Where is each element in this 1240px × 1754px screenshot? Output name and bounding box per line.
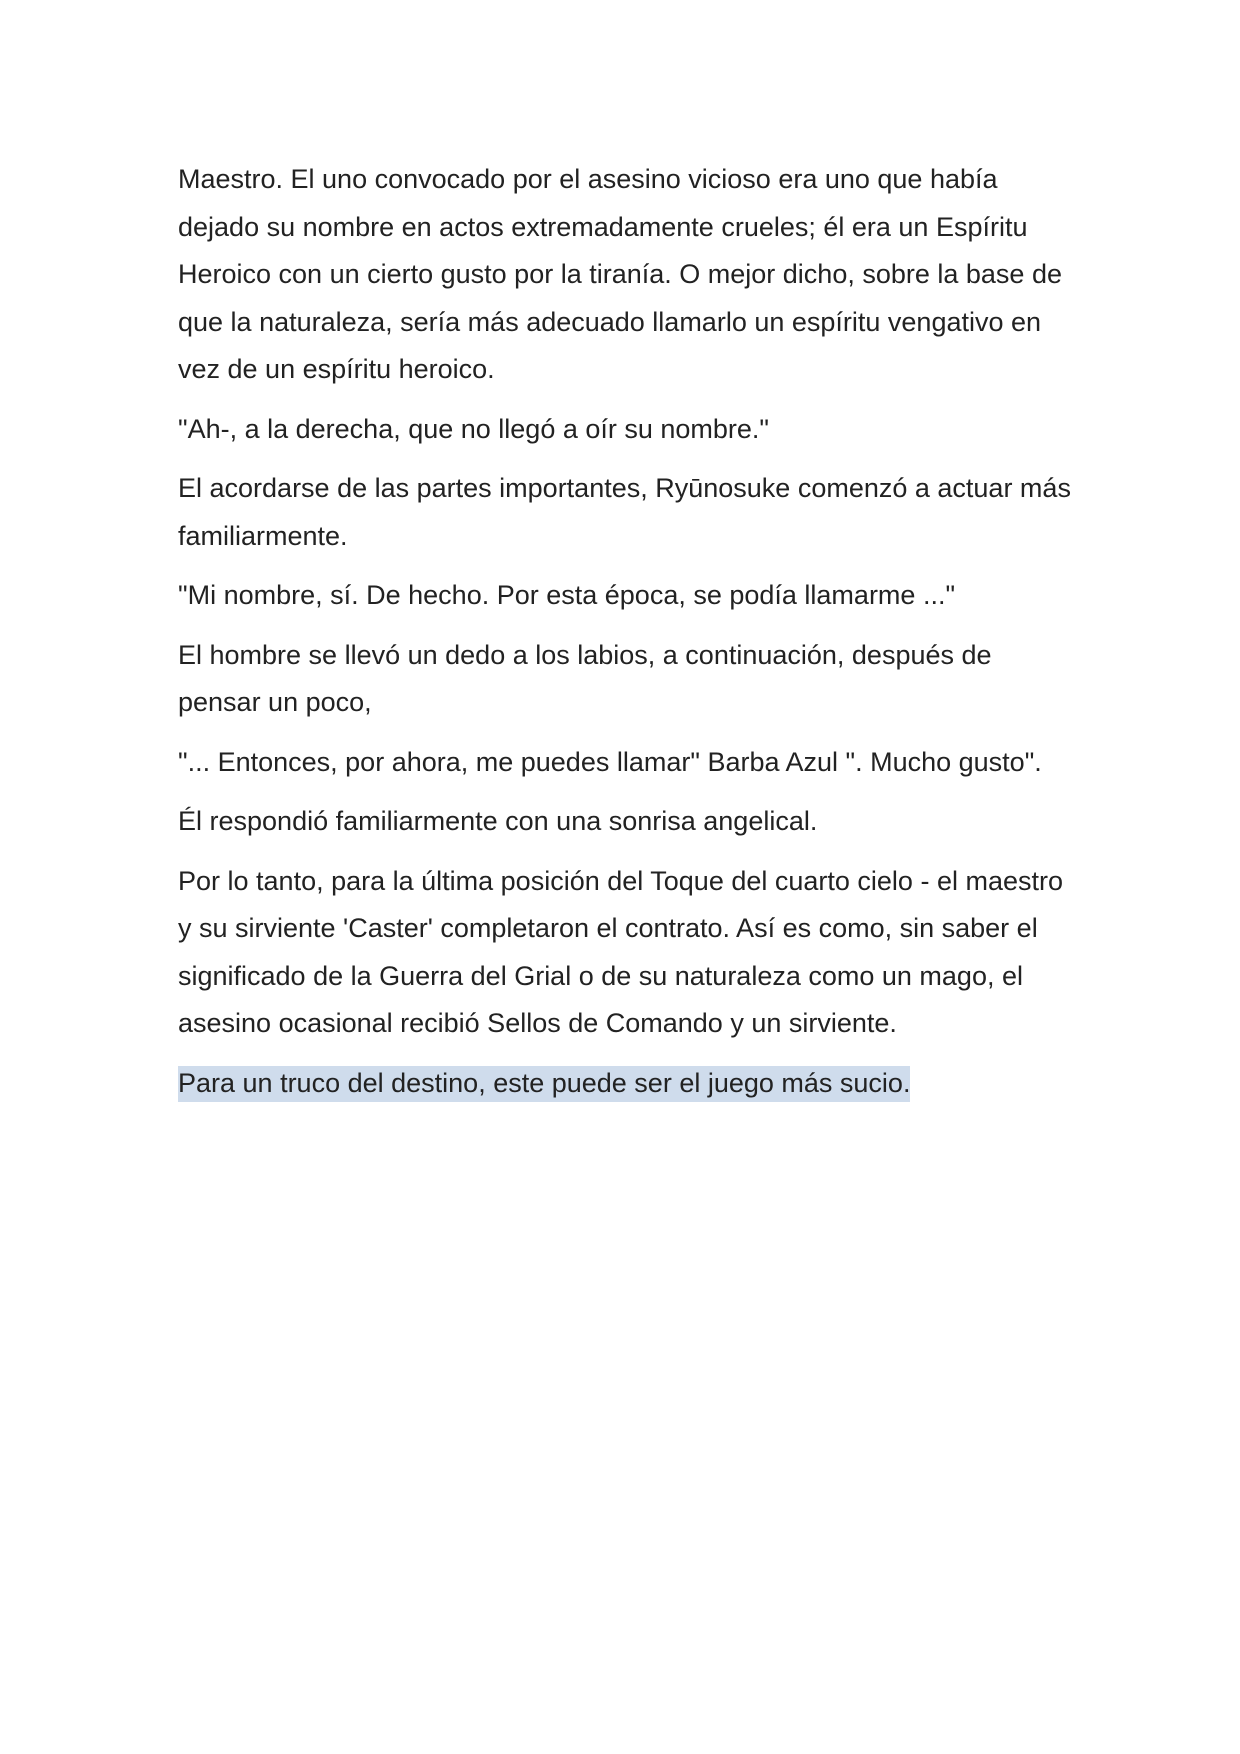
selected-text-highlight[interactable]: Para un truco del destino, este puede ser el juego más sucio.	[178, 1066, 910, 1102]
paragraph-9-selected[interactable]	[178, 1060, 1078, 1108]
document-body	[178, 156, 1078, 1119]
paragraph-7: Él respondió familiarmente con una sonrisa angelical.	[178, 806, 818, 836]
paragraph-8: Por lo tanto, para la última posición del Toque del cuarto cielo - el maestro y su sirviente 'Caster' completaron el contrato. Así es como, sin saber el significado de la Guerra del Grial o de su naturaleza como un mago, el asesino ocasional recibió Sellos de Comando y un sirviente.	[178, 865, 1063, 1038]
paragraph-4: "Mi nombre, sí. De hecho. Por esta época, se podía llamarme ..."	[178, 580, 956, 610]
paragraph-2: "Ah-, a la derecha, que no llegó a oír su nombre."	[178, 413, 770, 444]
paragraph-6: "... Entonces, por ahora, me puedes llamar" Barba Azul ". Mucho gusto".	[178, 746, 1042, 777]
paragraph-1: Maestro. El uno convocado por el asesino vicioso era uno que había dejado su nombre en actos extremadamente crueles; él era un Espíritu Heroico con un cierto gusto por la tiranía. O mejor dicho, sobre la base de que la naturaleza, sería más adecuado llamarlo un espíritu vengativo en vez de un espíritu heroico.	[178, 164, 1062, 384]
paragraph-3: El acordarse de las partes importantes, Ryūnosuke comenzó a actuar más familiarmente.	[178, 473, 1071, 551]
paragraph-5: El hombre se llevó un dedo a los labios, a continuación, después de pensar un poco,	[178, 639, 992, 717]
